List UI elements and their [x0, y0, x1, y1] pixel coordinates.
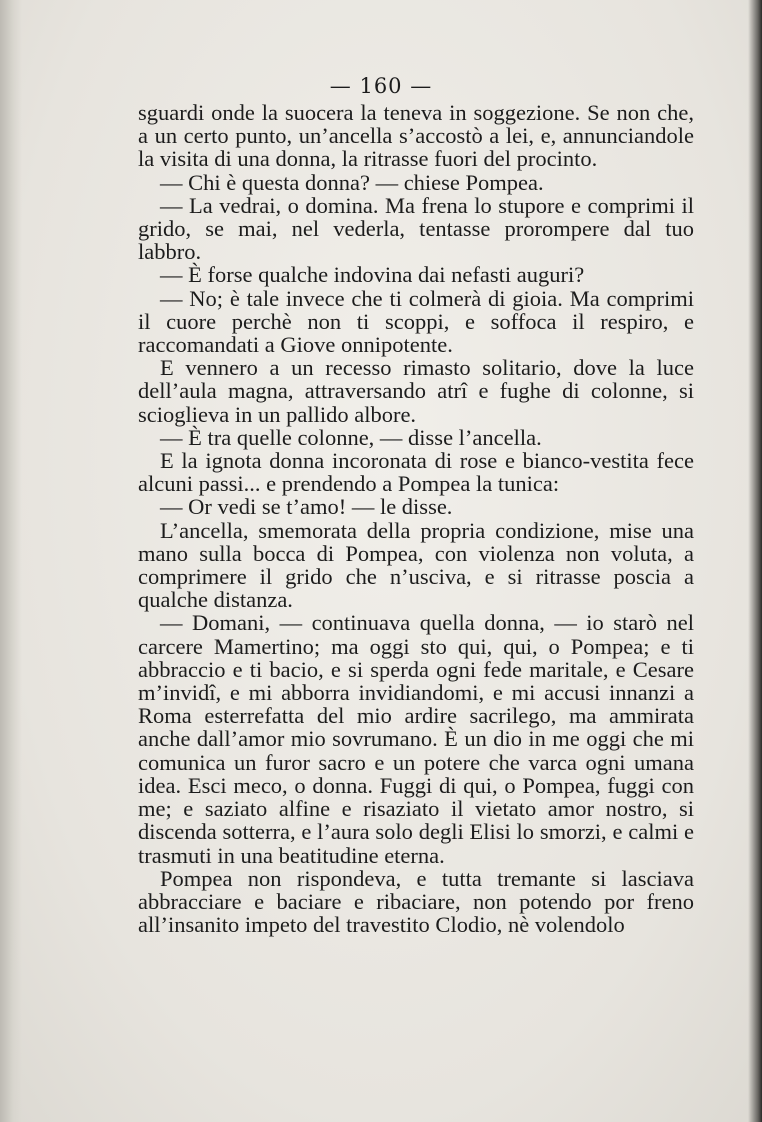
paragraph: — Domani, — continuava quella donna, — io starò nel carcere Mamertino; ma oggi sto qui, qui, o Pompea; e ti abbraccio e ti bacio, e si sperda ogni fede maritale, e Cesare m’invidî, e mi abborra invidiandomi, e mi accusi innanzi a Roma esterrefatta del mio ardire sacrilego, ma ammirata anche dall’amor mio sovrumano. È un dio in me oggi che mi comunica un furor sacro e un potere che varca ogni umana idea. Esci meco, o donna. Fuggi di qui, o Pompea, fuggi con me; e saziato alfine e risaziato il vietato amor nostro, si discenda sotterra, e l’aura solo degli Elisi lo smorzi, e calmi e trasmuti in una beatitudine eterna. — [138, 610, 694, 868]
paragraph: — Or vedi se t’amo! — le disse. — [160, 494, 453, 520]
paragraph: L’ancella, smemorata della propria condizione, mise una mano sulla bocca di Pompea, con violenza non voluta, a comprimere il grido che n’usciva, e si ritrasse poscia a qualche distanza. — [138, 517, 694, 613]
paragraph: Pompea non rispondeva, e tutta tremante si lasciava abbracciare e baciare e ribaciare, non potendo por freno all’insanito impeto del travestito Clodio, nè volendolo — [138, 865, 694, 938]
paragraph: — No; è tale invece che ti colmerà di gioia. Ma comprimi il cuore perchè non ti scoppi, e soffoca il respiro, e raccomandati a Giove onnipotente. — [138, 285, 694, 358]
page-left-edge-shadow — [0, 0, 22, 1122]
paragraph: E la ignota donna incoronata di rose e bianco-vestita fece alcuni passi... e prendendo a Pompea la tunica: — [138, 448, 694, 497]
paragraph: — Chi è questa donna? — chiese Pompea. — [160, 169, 544, 195]
body-text — [138, 101, 694, 936]
paragraph: — È forse qualche indovina dai nefasti auguri? — [160, 262, 585, 288]
paragraph: sguardi onde la suocera la teneva in soggezione. Se non che, a un certo punto, un’ancella s’accostò a lei, e, annunciandole la visita di una donna, la ritrasse fuori del procinto. — [138, 100, 694, 172]
page-right-edge-shadow — [748, 0, 762, 1122]
page-number-header: — 160 — — [329, 74, 433, 98]
paragraph: E vennero a un recesso rimasto solitario, dove la luce dell’aula magna, attraversando atrî e fughe di colonne, si scioglieva in un pallido albore. — [138, 355, 694, 427]
paragraph: — La vedrai, o domina. Ma frena lo stupore e comprimi il grido, se mai, nel vederla, tentasse prorompere dal tuo labbro. — [138, 192, 694, 265]
paragraph: — È tra quelle colonne, — disse l’ancella. — [160, 424, 542, 450]
